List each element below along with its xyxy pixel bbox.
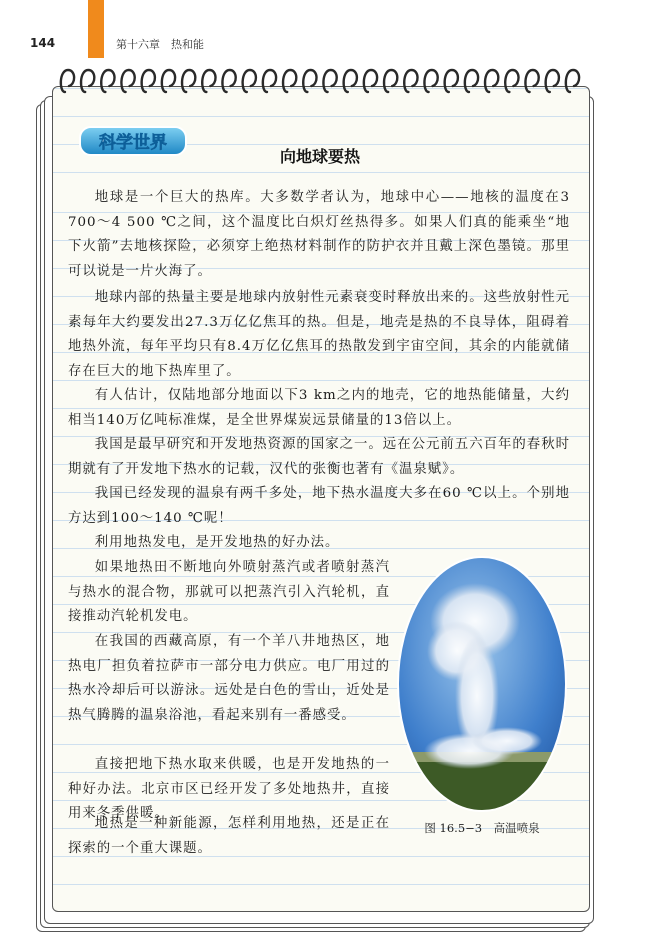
binding-ring [505, 70, 518, 92]
paragraph-3: 有人估计，仅陆地部分地面以下3 km之内的地壳，它的地热能储量，大约相当140万亿吨标准煤，是全世界煤炭远景储量的13倍以上。 [68, 388, 570, 428]
paragraph-1: 地球是一个巨大的热库。大多数学者认为，地球中心——地核的温度在3 700～4 500 ℃之间，这个温度比白炽灯丝热得多。如果人们真的能乘坐“地下火箭”去地核探险，必须穿上绝热材料制作的防护衣并且戴上深色墨镜。那里可以说是一片火海了。 [68, 190, 570, 279]
binding-ring [222, 70, 235, 92]
binding-ring [485, 70, 498, 92]
binding-ring [263, 70, 276, 92]
paragraph-8: 在我国的西藏高原，有一个羊八井地热区，地热电厂担负着拉萨市一部分电力供应。电厂用过的热水冷却后可以游泳。远处是白色的雪山，近处是热气腾腾的温泉浴池，看起来别有一番感受。 [68, 634, 390, 723]
binding-ring [323, 70, 336, 92]
chapter-title: 第十六章 热和能 [116, 38, 204, 51]
binding-ring [303, 70, 316, 92]
article-title: 向地球要热 [279, 147, 360, 166]
binding-ring [424, 70, 437, 92]
paragraph-4: 我国是最早研究和开发地热资源的国家之一。远在公元前五六百年的春秋时期就有了开发地下热水的记载，汉代的张衡也著有《温泉赋》。 [68, 437, 570, 477]
paragraph-6: 利用地热发电，是开发地热的好办法。 [94, 535, 340, 550]
paragraph-7: 如果地热田不断地向外喷射蒸汽或者喷射蒸汽与热水的混合物，那就可以把蒸汽引入汽轮机，直接推动汽轮机发电。 [68, 560, 390, 625]
binding-ring [465, 70, 478, 92]
orange-accent-bar [88, 0, 104, 58]
binding-ring [566, 70, 579, 92]
binding-ring [81, 70, 94, 92]
binding-ring [445, 70, 458, 92]
binding-ring [243, 70, 256, 92]
binding-ring [182, 70, 195, 92]
science-world-logo [78, 124, 188, 158]
paragraph-9: 直接把地下热水取来供暖，也是开发地热的一种好办法。北京市区已经开发了多处地热井，直接用来冬季供暖。 [68, 757, 390, 822]
figure-caption: 图 16.5−3 高温喷泉 [424, 821, 540, 835]
binding-ring [404, 70, 417, 92]
binding-ring [384, 70, 397, 92]
binding-ring [525, 70, 538, 92]
paragraph-10: 地热是一种新能源，怎样利用地热，还是正在探索的一个重大课题。 [68, 816, 390, 856]
binding-ring [283, 70, 296, 92]
binding-ring [344, 70, 357, 92]
page-number: 144 [30, 36, 56, 50]
geyser-photo [397, 556, 567, 812]
paragraph-5: 我国已经发现的温泉有两千多处，地下热水温度大多在60 ℃以上。个别地方达到100～140 ℃呢！ [68, 486, 570, 526]
binding-ring [121, 70, 134, 92]
binding-ring [61, 70, 74, 92]
binding-ring [364, 70, 377, 92]
binding-ring [162, 70, 175, 92]
binding-ring [546, 70, 559, 92]
paragraph-2: 地球内部的热量主要是地球内放射性元素衰变时释放出来的。这些放射性元素每年大约要发出27.3万亿亿焦耳的热。但是，地壳是热的不良导体，阻碍着地热外流，每年平均只有8.4万亿亿焦耳的热散发到宇宙空间，其余的内能就储存在巨大的地下热库里了。 [68, 290, 570, 379]
binding-ring [142, 70, 155, 92]
logo-text: 科学世界 [99, 133, 167, 153]
binding-ring [101, 70, 114, 92]
spiral-binding-icon [58, 62, 588, 102]
binding-ring [202, 70, 215, 92]
